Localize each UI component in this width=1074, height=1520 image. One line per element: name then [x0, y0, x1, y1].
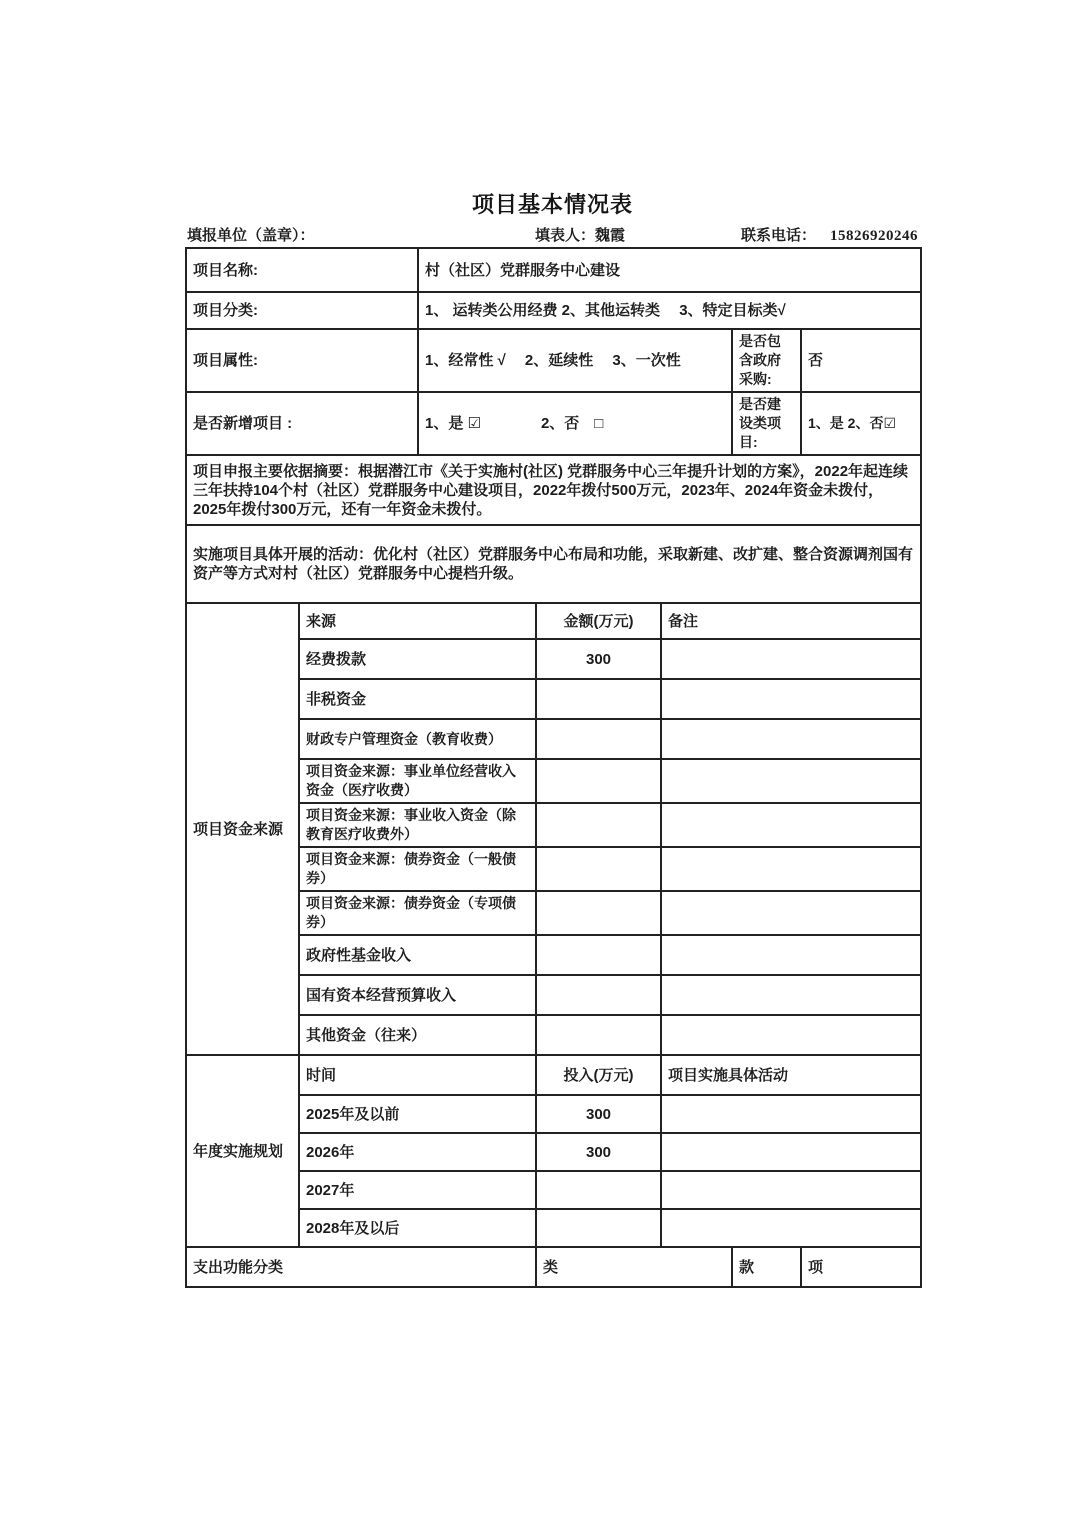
annual-activity-header: 项目实施具体活动 — [661, 1055, 921, 1095]
funding-amount-cell — [536, 679, 661, 719]
funding-amount-cell — [536, 935, 661, 975]
funding-note-cell — [661, 935, 921, 975]
project-name-value: 村（社区）党群服务中心建设 — [418, 248, 921, 292]
project-category-label: 项目分类: — [186, 292, 418, 329]
annual-time-cell: 2025年及以前 — [299, 1095, 536, 1133]
row-project-attribute — [186, 329, 921, 392]
annual-time-header: 时间 — [299, 1055, 536, 1095]
project-info-table — [185, 247, 922, 1288]
project-attribute-label: 项目属性: — [186, 329, 418, 392]
implementation-activities: 实施项目具体开展的活动：优化村（社区）党群服务中心布局和功能，采取新建、改扩建、整合资源调剂国有资产等方式对村（社区）党群服务中心提档升级。 — [186, 525, 921, 603]
construction-project-label: 是否建设类项目: — [732, 392, 801, 455]
funding-source-cell: 非税资金 — [299, 679, 536, 719]
annual-amount-cell — [536, 1171, 661, 1209]
funding-section-label: 项目资金来源 — [186, 603, 299, 1055]
funding-amount-cell — [536, 975, 661, 1015]
funding-source-cell: 其他资金（往来） — [299, 1015, 536, 1055]
project-attribute-options: 1、经常性 √ 2、延续性 3、一次性 — [418, 329, 732, 392]
construction-project-value: 1、是 2、否☑ — [801, 392, 921, 455]
annual-amount-header: 投入(万元) — [536, 1055, 661, 1095]
funding-note-cell — [661, 847, 921, 891]
row-project-name — [186, 248, 921, 292]
funding-amount-cell — [536, 719, 661, 759]
funding-source-header: 来源 — [299, 603, 536, 639]
annual-amount-cell — [536, 1209, 661, 1247]
annual-amount-cell: 300 — [536, 1095, 661, 1133]
filler-name: 魏霞 — [595, 227, 626, 244]
annual-activity-cell — [661, 1171, 921, 1209]
funding-amount-header: 金额(万元) — [536, 603, 661, 639]
declaration-basis-summary: 项目申报主要依据摘要：根据潜江市《关于实施村(社区) 党群服务中心三年提升计划的方案》，2022年起连续三年扶持104个村（社区）党群服务中心建设项目，2022年拨付500万元，2023年、2024年资金未拨付，2025年拨付300万元，还有一年资金未拨付。 — [186, 455, 921, 525]
page-title: 项目基本情况表 — [471, 192, 633, 217]
is-new-project-label: 是否新增项目 : — [186, 392, 418, 455]
phone-label: 联系电话： — [740, 227, 816, 244]
reporting-unit-label: 填报单位（盖章）： — [187, 227, 315, 244]
contact-phone — [741, 224, 918, 245]
project-category-value: 1、 运转类公用经费 2、其他运转类 3、特定目标类√ — [418, 292, 921, 329]
form-header — [185, 225, 920, 247]
annual-activity-cell — [661, 1095, 921, 1133]
expenditure-item-cell: 款 — [732, 1247, 801, 1287]
funding-source-cell: 财政专户管理资金（教育收费） — [299, 719, 536, 759]
funding-note-cell — [661, 803, 921, 847]
funding-note-cell — [661, 1015, 921, 1055]
funding-source-cell: 项目资金来源：债券资金（专项债券） — [299, 891, 536, 935]
expenditure-subitem-cell: 项 — [801, 1247, 921, 1287]
funding-amount-cell — [536, 891, 661, 935]
funding-note-cell — [661, 719, 921, 759]
funding-amount-cell — [536, 759, 661, 803]
expenditure-category-cell: 类 — [536, 1247, 732, 1287]
annual-time-cell: 2027年 — [299, 1171, 536, 1209]
expenditure-class-label: 支出功能分类 — [186, 1247, 536, 1287]
form-filler — [535, 224, 625, 245]
annual-time-cell: 2028年及以后 — [299, 1209, 536, 1247]
funding-source-cell: 政府性基金收入 — [299, 935, 536, 975]
row-activities — [186, 525, 921, 603]
funding-note-cell — [661, 759, 921, 803]
project-name-label: 项目名称: — [186, 248, 418, 292]
funding-amount-cell — [536, 803, 661, 847]
gov-procurement-label: 是否包含政府采购: — [732, 329, 801, 392]
annual-plan-section-label: 年度实施规划 — [186, 1055, 299, 1247]
funding-source-cell: 项目资金来源：事业单位经营收入资金（医疗收费） — [299, 759, 536, 803]
annual-time-cell: 2026年 — [299, 1133, 536, 1171]
is-new-project-options: 1、是 ☑ 2、否 □ — [418, 392, 732, 455]
funding-amount-cell: 300 — [536, 639, 661, 679]
row-annual-header — [186, 1055, 921, 1095]
form-sheet — [185, 188, 920, 1288]
funding-source-cell: 项目资金来源：债券资金（一般债券） — [299, 847, 536, 891]
funding-note-header: 备注 — [661, 603, 921, 639]
funding-note-cell — [661, 679, 921, 719]
funding-source-cell: 国有资本经营预算收入 — [299, 975, 536, 1015]
annual-activity-cell — [661, 1133, 921, 1171]
funding-amount-cell — [536, 847, 661, 891]
funding-amount-cell — [536, 1015, 661, 1055]
row-is-new-project — [186, 392, 921, 455]
funding-source-cell: 经费拨款 — [299, 639, 536, 679]
funding-source-cell: 项目资金来源：事业收入资金（除教育医疗收费外） — [299, 803, 536, 847]
row-project-category — [186, 292, 921, 329]
funding-note-cell — [661, 975, 921, 1015]
row-expenditure-classification — [186, 1247, 921, 1287]
funding-note-cell — [661, 891, 921, 935]
funding-note-cell — [661, 639, 921, 679]
row-basis-summary — [186, 455, 921, 525]
filler-label: 填表人： — [535, 227, 596, 244]
row-funding-header — [186, 603, 921, 639]
annual-amount-cell: 300 — [536, 1133, 661, 1171]
phone-number: 15826920246 — [830, 228, 918, 244]
gov-procurement-value: 否 — [801, 329, 921, 392]
annual-activity-cell — [661, 1209, 921, 1247]
